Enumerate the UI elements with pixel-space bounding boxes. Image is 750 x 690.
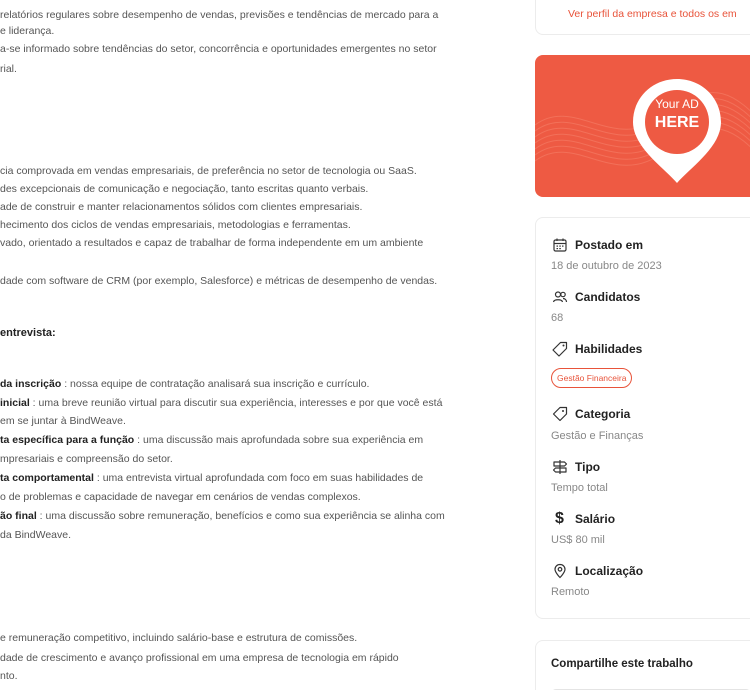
responsibility-line: relatórios regulares sobre desempenho de vendas, previsões e tendências de mercado para a [0, 9, 439, 21]
posted-value: 18 de outubro de 2023 [551, 260, 662, 272]
interview-step-line: da inscrição : nossa equipe de contratação analisará sua inscrição e currículo. [0, 378, 370, 390]
requirement-line: des excepcionais de comunicação e negociação, tanto escritas quanto verbais. [0, 183, 369, 195]
responsibility-line: rial. [0, 63, 17, 75]
salary-label: $ Salário [551, 510, 615, 527]
dollar-icon: $ [555, 509, 564, 527]
salary-value: US$ 80 mil [551, 534, 605, 546]
ad-banner[interactable] [535, 55, 750, 197]
interview-step-line: o de problemas e capacidade de navegar em cenários de vendas complexos. [0, 491, 361, 503]
skills-label: Habilidades [551, 340, 642, 357]
share-card [535, 640, 750, 690]
posted-label: Postado em [551, 236, 643, 253]
ad-text-line1: Your AD [655, 97, 699, 111]
tag-icon [551, 340, 568, 357]
requirement-line: dade com software de CRM (por exemplo, Salesforce) e métricas de desempenho de vendas. [0, 275, 438, 287]
job-info-card [535, 217, 750, 619]
skill-badge[interactable]: Gestão Financeira [551, 368, 632, 388]
interview-step-line: ta específica para a função : uma discussão mais aprofundada sobre sua experiência em [0, 434, 424, 446]
benefit-line: dade de crescimento e avanço profissional em uma empresa de tecnologia em rápido [0, 652, 399, 664]
responsibility-line: e liderança. [0, 25, 55, 37]
type-label: Tipo [551, 458, 600, 475]
benefit-line: nto. [0, 670, 18, 682]
interview-step-line: inicial : uma breve reunião virtual para discutir sua experiência, interesses e por que você está [0, 397, 443, 409]
candidates-value: 68 [551, 312, 564, 324]
requirement-line: hecimento dos ciclos de vendas empresariais, metodologias e ferramentas. [0, 219, 351, 231]
interview-step-line: em se juntar à BindWeave. [0, 415, 126, 427]
interview-step-line: da BindWeave. [0, 529, 72, 541]
ad-text-line2: HERE [654, 114, 700, 131]
candidates-label: Candidatos [551, 288, 640, 305]
calendar-icon [551, 236, 568, 253]
signpost-icon [551, 458, 568, 475]
interview-heading: entrevista: [0, 327, 56, 339]
location-label: Localização [551, 562, 643, 579]
category-label: Categoria [551, 405, 630, 422]
requirement-line: ade de construir e manter relacionamentos sólidos com clientes empresariais. [0, 201, 363, 213]
requirement-line: vado, orientado a resultados e capaz de trabalhar de forma independente em um ambiente [0, 237, 424, 249]
interview-step-line: ta comportamental : uma entrevista virtual aprofundada com foco em suas habilidades de [0, 472, 424, 484]
category-value: Gestão e Finanças [551, 430, 644, 442]
benefit-line: e remuneração competitivo, incluindo salário-base e estrutura de comissões. [0, 632, 358, 644]
ad-wave-pattern [535, 55, 750, 197]
location-pin-icon [551, 562, 568, 579]
type-value: Tempo total [551, 482, 608, 494]
share-title: Compartilhe este trabalho [551, 658, 693, 670]
responsibility-line: a-se informado sobre tendências do setor, concorrência e oportunidades emergentes no setor [0, 43, 437, 55]
requirement-line: cia comprovada em vendas empresariais, de preferência no setor de tecnologia ou SaaS. [0, 165, 417, 177]
company-profile-link[interactable]: Ver perfil da empresa e todos os em [568, 8, 737, 20]
users-icon [551, 288, 568, 305]
category-tag-icon [551, 405, 568, 422]
company-card [535, 0, 750, 35]
location-value: Remoto [551, 586, 590, 598]
interview-step-line: ão final : uma discussão sobre remuneração, benefícios e como sua experiência se alinha com [0, 510, 445, 522]
interview-step-line: mpresariais e compreensão do setor. [0, 453, 173, 465]
